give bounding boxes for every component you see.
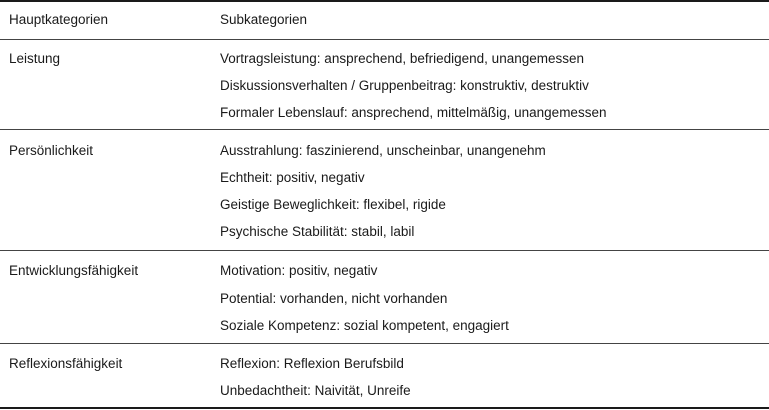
sub-category-cell: Formaler Lebenslauf: ansprechend, mittelmäßig, unangemessen [220, 105, 607, 120]
sub-category-cell: Reflexion: Reflexion Berufsbild [220, 356, 404, 371]
sub-category-cell: Motivation: positiv, negativ [220, 263, 378, 278]
top-rule [0, 0, 769, 2]
sub-category-cell: Soziale Kompetenz: sozial kompetent, engagiert [220, 318, 509, 333]
main-category-cell: Persönlichkeit [9, 143, 94, 158]
table-header [0, 12, 769, 28]
sub-category-cell: Vortragsleistung: ansprechend, befriedigend, unangemessen [220, 51, 584, 66]
group-divider [0, 129, 769, 130]
bottom-rule [0, 407, 769, 409]
header-rule [0, 39, 769, 40]
sub-category-cell: Diskussionsverhalten / Gruppenbeitrag: konstruktiv, destruktiv [220, 78, 589, 93]
sub-category-cell: Ausstrahlung: faszinierend, unscheinbar, unangenehm [220, 143, 546, 158]
sub-category-cell: Unbedachtheit: Naivität, Unreife [220, 383, 411, 398]
group-divider [0, 343, 769, 344]
sub-category-cell: Potential: vorhanden, nicht vorhanden [220, 291, 448, 306]
group-divider [0, 250, 769, 251]
sub-category-cell: Echtheit: positiv, negativ [220, 170, 365, 185]
main-category-cell: Entwicklungsfähigkeit [9, 263, 139, 278]
main-category-cell: Leistung [9, 51, 61, 66]
header-sub-category: Subkategorien [220, 12, 308, 27]
sub-category-cell: Psychische Stabilität: stabil, labil [220, 224, 415, 239]
sub-category-cell: Geistige Beweglichkeit: flexibel, rigide [220, 197, 446, 212]
header-main-category: Hauptkategorien [9, 12, 109, 27]
main-category-cell: Reflexionsfähigkeit [9, 356, 123, 371]
